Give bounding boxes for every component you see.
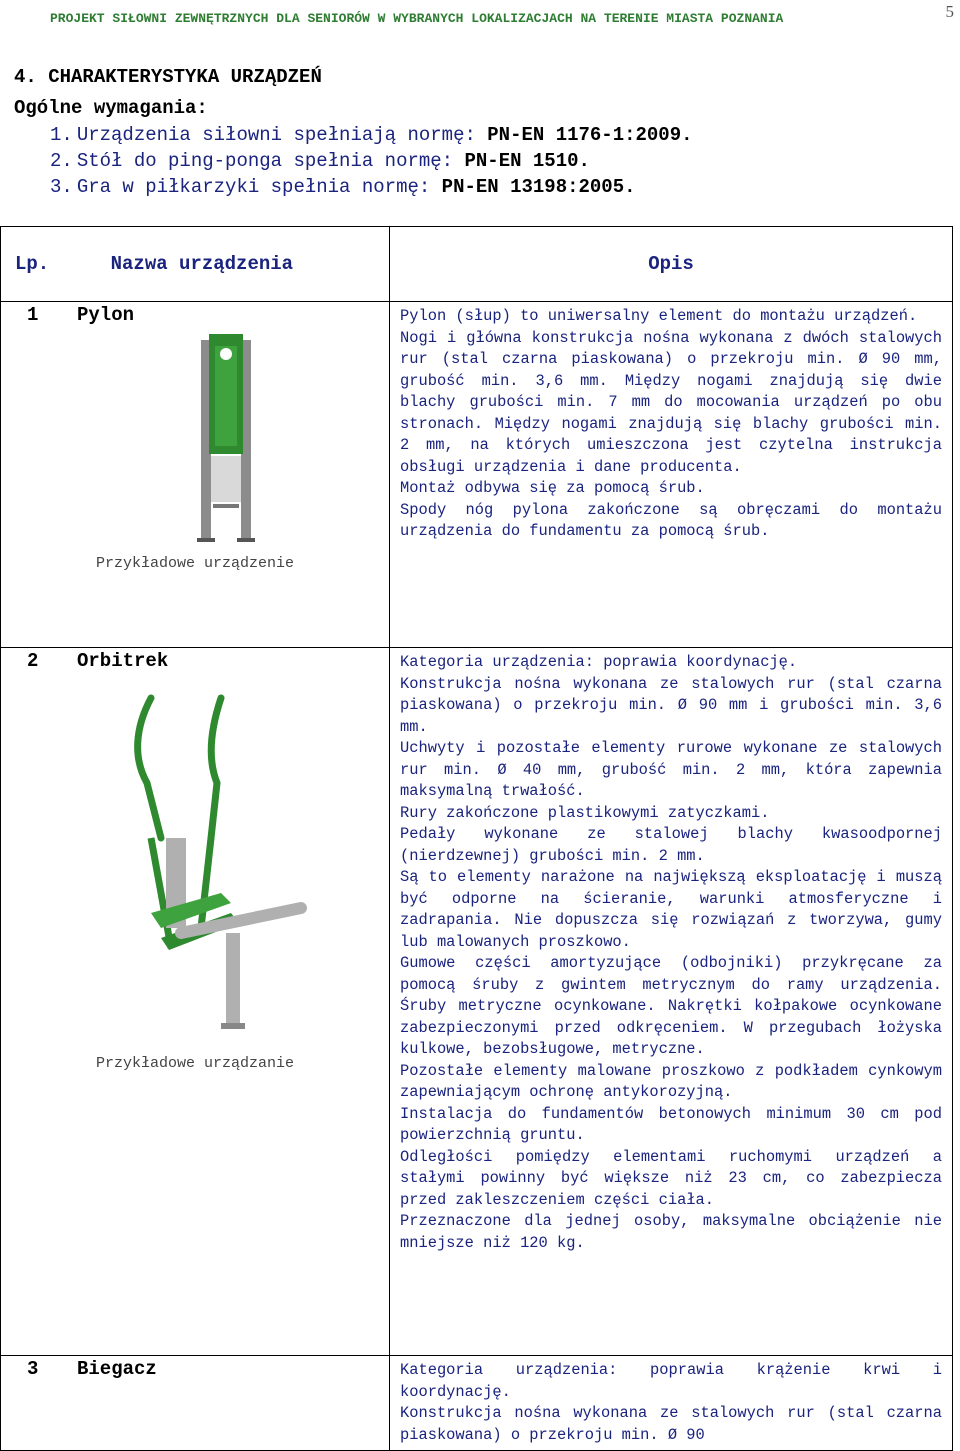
header-name: Nazwa urządzenia — [110, 253, 294, 275]
desc-paragraph: Odległości pomiędzy elementami ruchomymi urządzeń a stałymi powinny być większe niż 23 cm, co zabezpiecza przed zakleszczeniem części ciała. — [400, 1147, 942, 1209]
table-header-row — [1, 227, 953, 302]
header-lp-name — [1, 227, 390, 302]
desc-paragraph: Przeznaczone dla jednej osoby, maksymalne obciążenie nie mniejsze niż 120 kg. — [400, 1212, 942, 1252]
pylon-image — [191, 330, 271, 550]
desc-paragraph: Nogi i główna konstrukcja nośna wykonana z dwóch stalowych rur (stal czarna piaskowana) o przekroju min. Ø 90 mm, grubość min. 3,6 mm. Między nogami znajdują się dwie blachy grubości min. 7 mm do mocowania urządzeń po obu stronach. Między nogami znajdują się blachy grubości min. 2 mm, na których umieszczona jest czytelna instrukcja obsługi urządzenia i dane producenta. — [400, 328, 942, 476]
row-lp-name-cell — [1, 302, 390, 648]
image-caption: Przykładowe urządzanie — [95, 1055, 295, 1072]
desc-paragraph: Konstrukcja nośna wykonana ze stalowych rur (stal czarna piaskowana) o przekroju min. Ø 90 — [400, 1404, 942, 1444]
desc-paragraph: Instalacja do fundamentów betonowych minimum 30 cm pod powierzchnią gruntu. — [400, 1104, 942, 1144]
orbitrek-image — [121, 688, 321, 1038]
norms-list — [50, 122, 693, 200]
row-lp: 2 — [27, 650, 39, 672]
row-name: Orbitrek — [77, 650, 169, 672]
image-caption: Przykładowe urządzenie — [95, 555, 295, 572]
desc-paragraph: Rury zakończone plastikowymi zatyczkami. — [400, 803, 770, 822]
norm-item: 1. Urządzenia siłowni spełniają normę: PN-EN 1176-1:2009. — [50, 124, 693, 146]
desc-paragraph: Uchwyty i pozostałe elementy rurowe wykonane ze stalowych rur min. Ø 40 mm, grubość min. 2 mm, która zapewnia maksymalną trwałość. — [400, 739, 942, 800]
page-number: 5 — [945, 2, 954, 21]
row-description — [390, 302, 953, 648]
row-lp-name-cell — [1, 1356, 390, 1451]
document-header: PROJEKT SIŁOWNI ZEWNĘTRZNYCH DLA SENIORÓW W WYBRANYCH LOKALIZACJACH NA TERENIE MIASTA POZNANIA — [50, 11, 784, 26]
desc-paragraph: Pedały wykonane ze stalowej blachy kwasoodpornej (nierdzewnej) grubości min. 2 mm. — [400, 825, 942, 865]
desc-paragraph: Pozostałe elementy malowane proszkowo z podkładem cynkowym zapewniającym ochronę antykorozyjną. — [400, 1061, 942, 1101]
row-name: Biegacz — [77, 1358, 157, 1380]
row-lp: 1 — [27, 304, 39, 326]
desc-paragraph: Spody nóg pylona zakończone są obręczami do montażu urządzenia do fundamentu za pomocą śrub. — [400, 500, 942, 540]
row-lp-name-cell — [1, 648, 390, 1356]
header-lp: Lp. — [15, 253, 50, 275]
desc-paragraph: Kategoria urządzenia: poprawia koordynację. — [400, 653, 798, 671]
row-description — [390, 648, 953, 1356]
norm-item: 2. Stół do ping-ponga spełnia normę: PN-EN 1510. — [50, 150, 590, 172]
norm-item: 3. Gra w piłkarzyki spełnia normę: PN-EN 13198:2005. — [50, 176, 636, 198]
row-name: Pylon — [77, 304, 135, 326]
desc-paragraph: Montaż odbywa się za pomocą śrub. — [400, 479, 705, 497]
table-row — [1, 1356, 953, 1451]
desc-paragraph: Gumowe części amortyzujące (odbojniki) przykręcane za pomocą śruby z gwintem metrycznym do ramy urządzenia. Śruby metryczne ocynkowane. Nakrętki kołpakowe ocynkowane zabezpieczonymi przed odkręceniem. W przegubach łożyska kulkowe, bezobsługowe, metryczne. — [400, 954, 942, 1058]
header-desc: Opis — [390, 227, 953, 302]
desc-paragraph: Kategoria urządzenia: poprawia krążenie krwi i koordynację. — [400, 1361, 942, 1401]
row-description — [390, 1356, 953, 1451]
desc-paragraph: Konstrukcja nośna wykonana ze stalowych rur (stal czarna piaskowana) o przekroju min. Ø 90 mm i grubości min. 3,6 mm. — [400, 674, 942, 736]
general-requirements-title: Ogólne wymagania: — [14, 97, 208, 119]
section-title: 4. CHARAKTERYSTYKA URZĄDZEŃ — [14, 66, 322, 88]
desc-paragraph: Pylon (słup) to uniwersalny element do montażu urządzeń. — [400, 307, 918, 325]
desc-paragraph: Są to elementy narażone na największą eksploatację i muszą być odporne na ścieranie, warunki atmosferyczne i zadrapania. Nie dopuszcza się rozwiązań z tworzywa, gumy lub malowanych proszkowo. — [400, 868, 942, 951]
table-row — [1, 302, 953, 648]
equipment-table — [0, 226, 953, 1451]
row-lp: 3 — [27, 1358, 39, 1380]
table-row — [1, 648, 953, 1356]
